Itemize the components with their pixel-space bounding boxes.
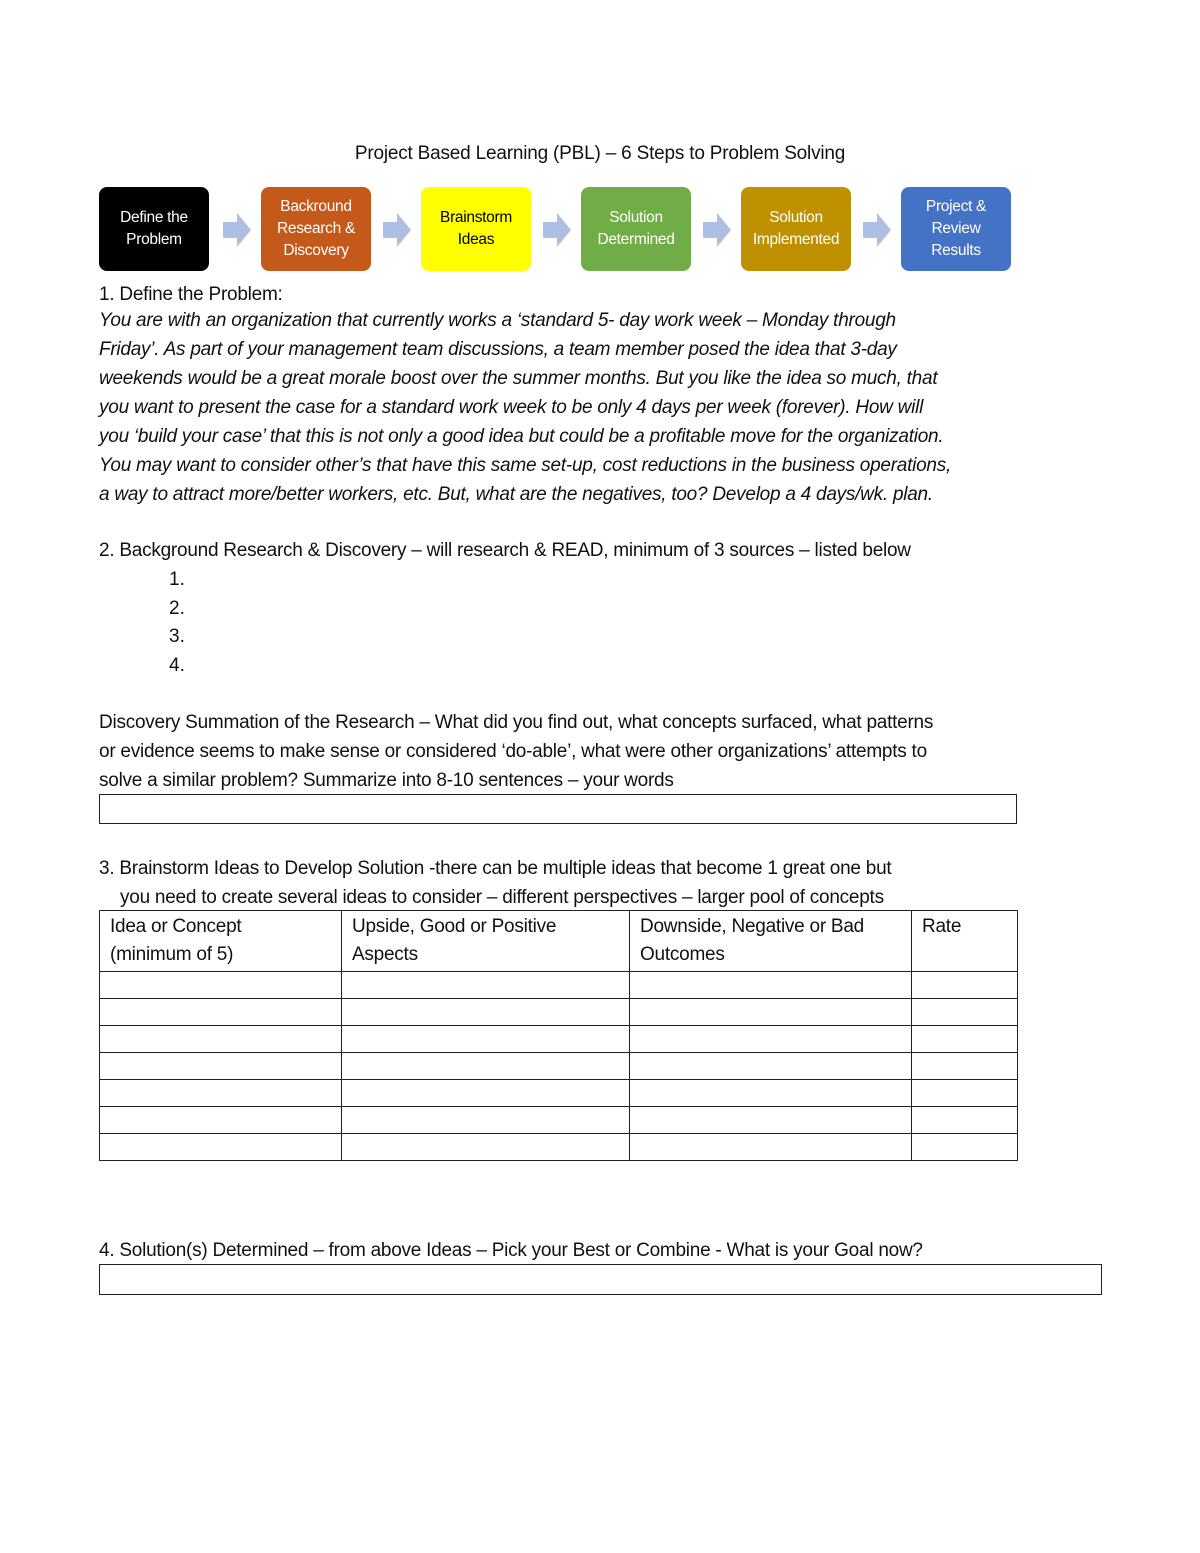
source-item-1: 1. [169,569,185,590]
step-define-problem: Define the Problem [99,187,209,271]
table-cell[interactable] [342,1080,630,1107]
arrow-right-icon [863,213,891,247]
summation-line: Discovery Summation of the Research – What did you find out, what concepts surfaced, what patterns [99,712,934,733]
table-row [100,972,1018,999]
source-item-2: 2. [169,598,185,619]
summation-prompt [99,708,933,795]
page-title: Project Based Learning (PBL) – 6 Steps to Problem Solving [354,143,846,164]
source-item-3: 3. [169,626,185,647]
table-row [100,1107,1018,1134]
arrow-right-icon [703,213,731,247]
problem-line: you ‘build your case’ that this is not only a good idea but could be a profitable move for the organization. [99,426,944,447]
table-row [100,1080,1018,1107]
table-row [100,999,1018,1026]
table-cell[interactable] [630,999,912,1026]
table-cell[interactable] [342,999,630,1026]
table-cell[interactable] [630,1053,912,1080]
section3-heading: 3. Brainstorm Ideas to Develop Solution -there can be multiple ideas that become 1 great one but [99,858,892,879]
arrow-right-icon [383,213,411,247]
solution-answer-box[interactable] [99,1264,1102,1295]
table-cell[interactable] [630,1080,912,1107]
section4-heading: 4. Solution(s) Determined – from above Ideas – Pick your Best or Combine - What is your Goal now? [99,1240,923,1261]
table-cell[interactable] [100,1053,342,1080]
arrow-right-icon [223,213,251,247]
table-cell[interactable] [630,972,912,999]
table-cell[interactable] [342,1053,630,1080]
step-brainstorm-ideas: Brainstorm Ideas [421,187,531,271]
summation-line: solve a similar problem? Summarize into 8-10 sentences – your words [99,770,674,791]
section2-heading: 2. Background Research & Discovery – will research & READ, minimum of 3 sources – listed below [99,540,911,561]
source-item-4: 4. [169,655,185,676]
problem-line: you want to present the case for a standard work week to be only 4 days per week (forever). How will [99,397,924,418]
table-cell[interactable] [912,999,1018,1026]
table-cell[interactable] [912,1080,1018,1107]
problem-line: weekends would be a great morale boost over the summer months. But you like the idea so much, that [99,368,938,389]
section3-subheading: you need to create several ideas to consider – different perspectives – larger pool of concepts [120,887,884,908]
step-solution-determined: Solution Determined [581,187,691,271]
table-cell[interactable] [342,972,630,999]
summation-answer-box[interactable] [99,794,1017,824]
step-solution-implemented: Solution Implemented [741,187,851,271]
column-header-idea: Idea or Concept (minimum of 5) [100,911,342,972]
column-header-upside: Upside, Good or Positive Aspects [342,911,630,972]
table-cell[interactable] [100,1107,342,1134]
problem-line: a way to attract more/better workers, etc. But, what are the negatives, too? Develop a 4 days/wk. plan. [99,484,933,505]
section1-heading: 1. Define the Problem: [99,284,283,305]
problem-statement [99,306,1109,509]
table-row [100,1134,1018,1161]
table-cell[interactable] [912,1026,1018,1053]
table-row [100,1026,1018,1053]
table-cell[interactable] [912,972,1018,999]
table-cell[interactable] [342,1134,630,1161]
table-header-row [100,911,1018,972]
problem-line: You may want to consider other’s that have this same set-up, cost reductions in the business operations, [99,455,952,476]
table-cell[interactable] [630,1026,912,1053]
table-cell[interactable] [100,1080,342,1107]
table-cell[interactable] [100,999,342,1026]
column-header-downside: Downside, Negative or Bad Outcomes [630,911,912,972]
table-cell[interactable] [630,1134,912,1161]
column-header-rate: Rate [912,911,1018,972]
step-background-research: Backround Research & Discovery [261,187,371,271]
table-cell[interactable] [912,1107,1018,1134]
problem-line: Friday’. As part of your management team discussions, a team member posed the idea that 3-day [99,339,897,360]
process-flow [99,187,1019,273]
table-cell[interactable] [100,972,342,999]
arrow-right-icon [543,213,571,247]
problem-line: You are with an organization that currently works a ‘standard 5- day work week – Monday through [99,310,896,331]
table-cell[interactable] [342,1107,630,1134]
table-row [100,1053,1018,1080]
brainstorm-table [99,910,1018,1161]
table-cell[interactable] [912,1053,1018,1080]
table-cell[interactable] [100,1026,342,1053]
table-cell[interactable] [912,1134,1018,1161]
summation-line: or evidence seems to make sense or considered ‘do-able’, what were other organizations’ attempts to [99,741,927,762]
table-cell[interactable] [630,1107,912,1134]
step-project-review: Project & Review Results [901,187,1011,271]
table-cell[interactable] [342,1026,630,1053]
table-cell[interactable] [100,1134,342,1161]
